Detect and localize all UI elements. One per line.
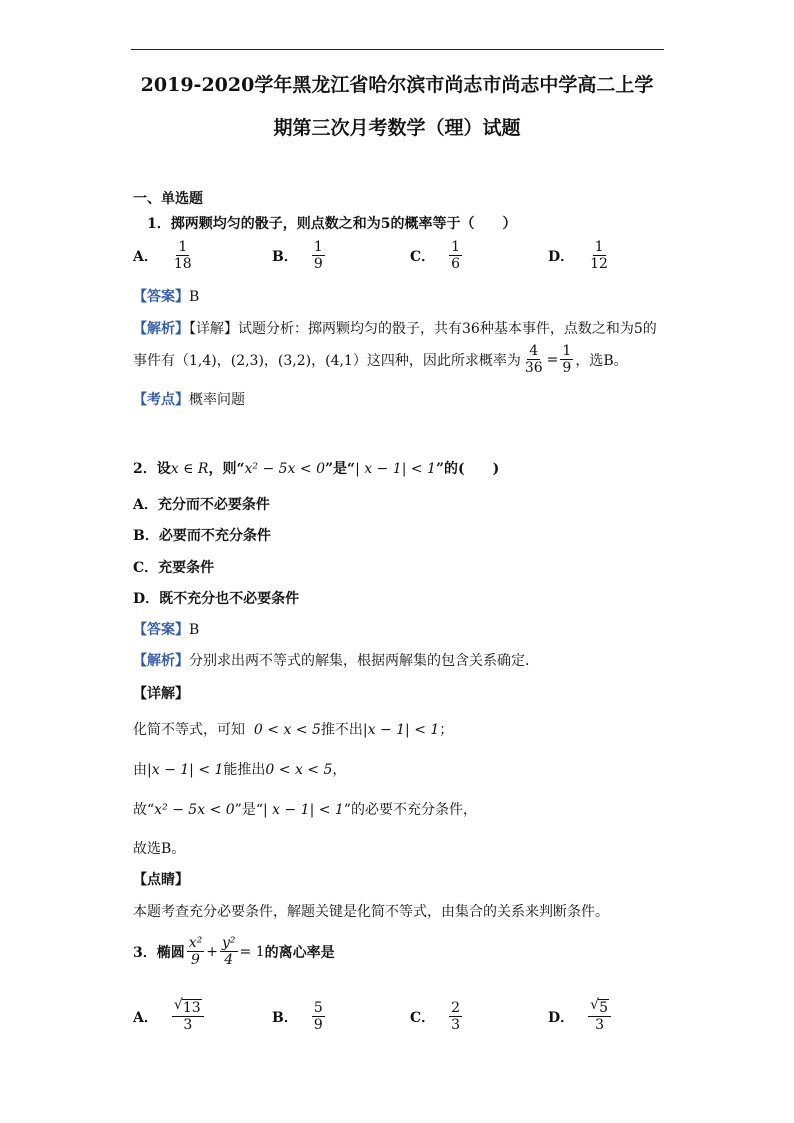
fraction-x2-9 <box>187 935 205 968</box>
q2-stem-ineq: x² − 5x < 0 <box>244 461 325 477</box>
option-label: D． <box>548 248 575 265</box>
text: ”是“ <box>234 802 263 818</box>
sqrt <box>590 997 609 1016</box>
q2-detail-line1 <box>133 719 453 739</box>
option-label: A． <box>133 248 158 265</box>
text: 能推出 <box>223 762 266 778</box>
q2-comment-tag: 【点睛】 <box>133 872 189 888</box>
answer-value: B <box>189 289 200 305</box>
denominator: 9 <box>191 952 200 969</box>
denominator: 3 <box>451 1017 461 1034</box>
fraction-4-36 <box>523 343 545 376</box>
numerator: x² <box>188 935 203 951</box>
header-rule <box>131 49 664 50</box>
numerator: 1 <box>178 239 188 255</box>
math: | x − 1| < 1 <box>262 802 344 818</box>
sqrt <box>173 997 202 1016</box>
math: x² − 5x < 0 <box>154 802 235 818</box>
math: |x − 1| < 1 <box>362 722 440 738</box>
plus-sign: + <box>206 943 218 960</box>
q2-stem-abs: | x − 1| < 1 <box>355 461 436 477</box>
option-label: D． <box>548 1009 575 1026</box>
analysis-text: 【详解】试题分析：掷两颗均匀的骰子，共有36种基本事件，点数之和为5的 <box>189 321 657 337</box>
denominator: 6 <box>451 256 461 273</box>
math: |x − 1| < 1 <box>147 762 224 778</box>
q2-option-d: D．既不充分也不必要条件 <box>133 591 300 607</box>
q2-detail-line4: 故选B。 <box>133 841 186 857</box>
analysis-tag: 【解析】 <box>133 321 189 337</box>
math: 0 < x < 5 <box>253 722 321 738</box>
numerator: 5 <box>313 1000 323 1016</box>
q2-option-b: B．必要而不充分条件 <box>133 528 271 544</box>
option-fraction <box>449 1000 462 1033</box>
option-fraction <box>172 997 204 1034</box>
denominator: 9 <box>562 360 572 377</box>
text: 由 <box>133 762 147 778</box>
q3-stem <box>133 935 335 968</box>
option-fraction <box>588 239 610 272</box>
q1-answer <box>133 286 199 306</box>
analysis-text: 分别求出两不等式的解集，根据两解集的包含关系确定. <box>189 653 530 669</box>
radicand: 13 <box>182 1000 201 1016</box>
option-fraction <box>312 1000 325 1033</box>
q2-stem-part: 2．设 <box>133 461 171 477</box>
text: ”的必要不充分条件， <box>343 802 478 818</box>
page-title-line1: 2019-2020学年黑龙江省哈尔滨市尚志市尚志中学高二上学 <box>140 74 654 96</box>
answer-tag: 【答案】 <box>133 289 189 305</box>
page-title-line2: 期第三次月考数学（理）试题 <box>273 117 521 139</box>
text: 化简不等式，可知 <box>133 722 245 738</box>
q2-detail-tag: 【详解】 <box>133 686 189 702</box>
radical-sign: √ <box>590 997 600 1013</box>
option-label: B． <box>272 248 298 265</box>
q1-option-d <box>548 239 612 272</box>
numerator: 1 <box>562 343 572 359</box>
radicand: 5 <box>599 1000 609 1016</box>
denominator: 12 <box>590 256 608 273</box>
q1-stem: 1．掷两颗均匀的骰子，则点数之和为5的概率等于（ ） <box>147 216 517 232</box>
point-text: 概率问题 <box>189 392 245 408</box>
q2-option-a: A．充分而不必要条件 <box>133 497 270 513</box>
denominator: 3 <box>183 1017 193 1034</box>
q2-comment: 本题考查充分必要条件，解题关键是化简不等式，由集合的关系来判断条件。 <box>133 904 609 920</box>
section-heading: 一、单选题 <box>133 191 203 207</box>
q3-option-c <box>410 1000 464 1033</box>
analysis-tag: 【解析】 <box>133 653 189 669</box>
denominator: 9 <box>313 256 323 273</box>
numerator: 4 <box>529 343 539 359</box>
text: 故“ <box>133 802 155 818</box>
option-label: A． <box>133 1009 158 1026</box>
option-label: C． <box>410 248 436 265</box>
equals-sign: = <box>546 351 559 368</box>
fraction-y2-4 <box>220 935 238 968</box>
numerator: 1 <box>451 239 461 255</box>
q2-stem-math: x ∈ R <box>170 461 209 477</box>
math: 0 < x < 5 <box>265 762 333 778</box>
q3-option-a <box>133 997 206 1034</box>
q3-stem-part: 的离心率是 <box>264 944 335 961</box>
numerator: 2 <box>451 1000 461 1016</box>
answer-value: B <box>189 622 200 638</box>
analysis-text: 事件有（1,4)，(2,3)，(3,2)，(4,1）这四种，因此所求概率为 <box>133 352 521 369</box>
q2-option-c: C．充要条件 <box>133 560 215 576</box>
point-tag: 【考点】 <box>133 392 189 408</box>
denominator: 4 <box>224 952 234 969</box>
q2-answer <box>133 619 199 639</box>
q1-option-a <box>133 239 196 272</box>
numerator <box>588 997 611 1017</box>
answer-tag: 【答案】 <box>133 622 189 638</box>
text: ； <box>439 722 454 738</box>
q3-option-b <box>272 1000 327 1033</box>
numerator: y² <box>222 935 236 951</box>
option-fraction <box>588 997 611 1034</box>
numerator: 1 <box>594 239 604 255</box>
q1-option-b <box>272 239 327 272</box>
text: ， <box>332 762 347 778</box>
q1-option-c <box>410 239 464 272</box>
q3-option-d <box>548 997 613 1034</box>
option-fraction <box>172 239 194 272</box>
option-label: B． <box>272 1009 298 1026</box>
denominator: 36 <box>524 360 543 377</box>
q2-detail-line3 <box>133 799 477 819</box>
denominator: 18 <box>173 256 192 273</box>
q1-point <box>133 389 245 409</box>
q2-stem-part: ”的( ) <box>435 461 500 477</box>
option-fraction <box>312 239 325 272</box>
text: 推不出 <box>320 722 363 738</box>
q2-stem-part: ”是“ <box>325 461 356 477</box>
denominator: 9 <box>313 1017 323 1034</box>
option-fraction <box>449 239 462 272</box>
q1-analysis-line2 <box>133 343 628 376</box>
radical-sign: √ <box>173 997 183 1013</box>
numerator: 1 <box>313 239 323 255</box>
q2-stem-part: ，则“ <box>208 461 245 477</box>
equals-one: = 1 <box>239 943 265 960</box>
fraction-1-9 <box>560 343 573 376</box>
option-label: C． <box>410 1009 436 1026</box>
q2-detail-line2 <box>133 759 346 779</box>
analysis-text: ，选B。 <box>575 352 628 369</box>
denominator: 3 <box>595 1017 605 1034</box>
numerator <box>172 997 204 1017</box>
q2-analysis <box>133 650 529 670</box>
q3-stem-part: 3．椭圆 <box>133 944 185 961</box>
q1-analysis-line1 <box>133 318 657 338</box>
q2-stem <box>133 458 499 478</box>
